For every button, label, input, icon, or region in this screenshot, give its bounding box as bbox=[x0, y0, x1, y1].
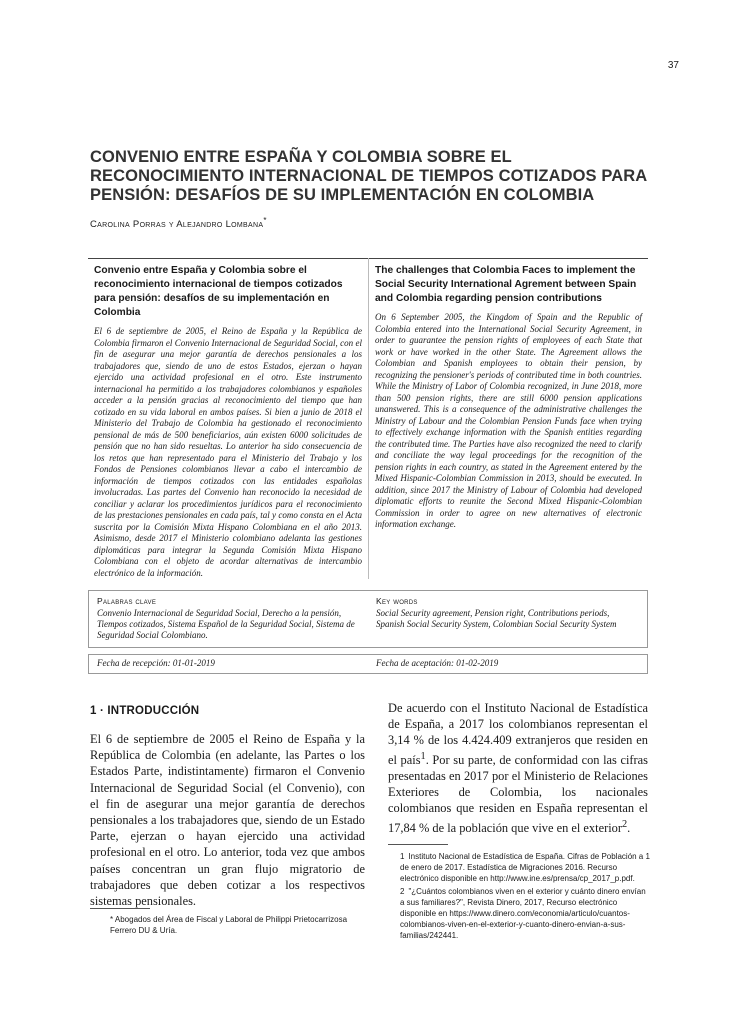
title-block bbox=[90, 148, 670, 205]
keywords-spanish-text: Convenio Internacional de Seguridad Social, Derecho a la pensión, Tiempos cotizados, Sistema Español de la Seguridad Social, Sistema de Seguridad Social Colombiano. bbox=[97, 608, 355, 640]
author-footnote-mark: * bbox=[263, 216, 267, 225]
abstract-english-text: On 6 September 2005, the Kingdom of Spain and the Republic of Colombia entered into the International Social Security Agreement, in order to guarantee the pension rights of employees of each State that work or have worked in the other State. The Agreement allows the Colombian and Spanish employees to obtain their pension, by recognizing the pensioner's periods of contributed time in both countries. While the Ministry of Labor of Colombia recognized, in June 2018, more than 500 pension rights, there are still 6000 pension applications unanswered. This is a consequence of the administrative challenges the Ministry of Labour and the Colombian Pension Funds face when trying to effectively exchange information with the Spanish entities regarding the contributed time. The Parties have also recognized the need to clarify and conciliate the way legal proceedings for the recognition of the pension rights in each country, as stated in the Agreement entered by the Mixed Hispanic-Colombian Commission in 2013, should be executed. In addition, since 2017 the Ministry of Labour of Colombia had developed diplomatic efforts to reunite the Second Mixed Hispanic-Colombian Commission in order to agree on new alternatives of electronic information exchange. bbox=[375, 312, 642, 529]
page-number: 37 bbox=[667, 60, 679, 71]
footnote-text: Instituto Nacional de Estadística de España. Cifras de Población a 1 de enero de 2017. Estadística de Migraciones 2016. Recurso electrónico disponible en http://www.ine.es/prensa/cp_2017_p.pdf. bbox=[400, 852, 650, 884]
abstracts bbox=[88, 258, 648, 579]
paragraph-part-c: . bbox=[627, 820, 631, 835]
author-footnote: * Abogados del Área de Fiscal y Laboral de Philippi Prietocarrizosa Ferrero DU & Uría. bbox=[110, 915, 348, 935]
dates-box bbox=[88, 654, 648, 674]
abstract-english bbox=[368, 258, 648, 579]
footnote bbox=[400, 886, 650, 942]
abstract-spanish-title: Convenio entre España y Colombia sobre el reconocimiento internacional de tiempos cotizados para pensión: desafíos de su implementación en Colombia bbox=[94, 265, 343, 318]
footnote-number: 1 bbox=[400, 852, 405, 861]
footnote-ref-2[interactable]: 2 bbox=[621, 818, 628, 830]
keywords-english-label: Key words bbox=[376, 596, 418, 606]
section-heading: 1 · INTRODUCCIÓN bbox=[90, 705, 200, 717]
keywords-box bbox=[88, 590, 648, 648]
keywords-english bbox=[368, 591, 647, 647]
footnotes bbox=[400, 851, 650, 943]
keywords-spanish-label: Palabras clave bbox=[97, 596, 157, 606]
body-column-left bbox=[90, 705, 365, 909]
footnote-text: "¿Cuántos colombianos viven en el exterior y cuánto dinero envían a sus familiares?", Revista Dinero, 2017, Recurso electrónico disponible en https://www.dinero.com/economia/articulo/cuantos-colombianos-viven-en-el-exterior-y-cuanto-dinero-envian-a-sus-familias/242441. bbox=[400, 886, 646, 941]
footnote-ref-1[interactable]: 1 bbox=[420, 750, 426, 762]
body-paragraph: El 6 de septiembre de 2005 el Reino de España y la República de Colombia (en adelante, las Partes o los Estados Parte, indistintamente) firmaron el Convenio Internacional de Seguridad Social (el Convenio), con el fin de asegurar una mejor garantía de derechos pensionales a los trabajadores que, siendo de un Estado Parte, ejerzan o hayan ejercido una actividad profesional en el otro. Lo anterior, toda vez que ambos países concentran un gran flujo migratorio de trabajadores que deben cotizar a los respectivos sistemas pensionales. bbox=[90, 732, 365, 909]
abstract-spanish bbox=[88, 258, 368, 579]
footnote-rule-right bbox=[388, 844, 448, 845]
paragraph-part-a: De acuerdo con el Instituto Nacional de Estadística de España, a 2017 los colombianos representan el 3,14 % de los 4.424.409 extranjeros que residen en el país bbox=[388, 701, 648, 767]
keywords-spanish bbox=[89, 591, 368, 647]
body-paragraph-continued bbox=[388, 700, 648, 836]
keywords-english-text: Social Security agreement, Pension right, Contributions periods, Spanish Social Security System, Colombian Social Security System bbox=[376, 608, 617, 629]
footnote-rule-left bbox=[90, 908, 150, 909]
footnote-number: 2 bbox=[400, 886, 405, 896]
authors bbox=[90, 216, 267, 230]
received-date: Fecha de recepción: 01-01-2019 bbox=[97, 658, 215, 668]
author-names: Carolina Porras y Alejandro Lombana bbox=[90, 219, 264, 231]
footnote bbox=[400, 851, 650, 885]
accepted-date: Fecha de aceptación: 01-02-2019 bbox=[376, 658, 499, 668]
abstract-english-title: The challenges that Colombia Faces to implement the Social Security International Agrement between Spain and Colombia regarding pension contributions bbox=[375, 265, 637, 304]
abstract-spanish-text: El 6 de septiembre de 2005, el Reino de España y la República de Colombia firmaron el Convenio Internacional de Seguridad Social, con el fin de asegurar una mejor garantía de derechos pensionales a los trabajadores que, siendo de uno de estos Estados, ejerzan o hayan ejercido una actividad profesional en el otro. Este instrumento internacional ha permitido a los trabajadores colombianos y españoles acceder a la pensión gracias al reconocimiento del tiempo que han cotizado en su vida laboral en ambos países. Si bien a junio de 2018 el Ministerio del Trabajo de Colombia ha gestionado el reconocimiento pensional de más de 500 beneficiarios, aún existen 6000 solicitudes de pensión que no han sido resueltas. Lo anterior ha sido consecuencia de los retos que han representado para el Ministerio del Trabajo y los Fondos de Pensiones colombianos llevar a cabo el intercambio de información de tiempos cotizados con las entidades españolas involucradas. Las partes del Convenio han reconocido la necesidad de conciliar y aclarar los procedimientos jurídicos para el reconocimiento de las prestaciones pensionales en cada país, tal y como consta en el Acta suscrita por la Comisión Mixta Hispano Colombiana en el año 2013. Asimismo, desde 2017 el Ministerio colombiano adelanta las gestiones diplomáticas para integrar la Segunda Comisión Mixta Hispano Colombiana con el objeto de acordar alternativas de intercambio electrónico de la información. bbox=[94, 326, 362, 578]
paragraph-part-b: . Por su parte, de conformidad con las cifras presentadas en 2017 por el Ministerio de Relaciones Exteriores de Colombia, los nacionales colombianos que residen en España representan el 17,84 % de la población que vive en el exterior bbox=[388, 752, 648, 835]
article-title: CONVENIO ENTRE ESPAÑA Y COLOMBIA SOBRE EL RECONOCIMIENTO INTERNACIONAL DE TIEMPOS COTIZADOS PARA PENSIÓN: DESAFÍOS DE SU IMPLEMENTACIÓN EN COLOMBIA bbox=[90, 148, 647, 204]
body-column-right bbox=[388, 700, 648, 836]
